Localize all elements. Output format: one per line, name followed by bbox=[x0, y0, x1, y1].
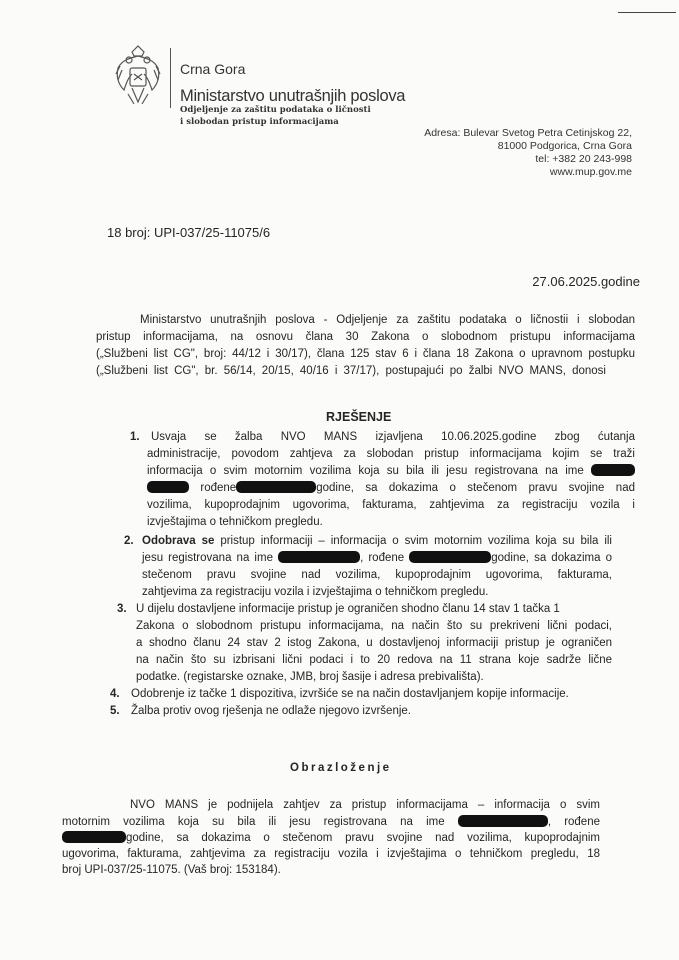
redaction-block bbox=[278, 551, 360, 563]
item-1-line bbox=[147, 481, 635, 495]
item-number: 2. bbox=[124, 535, 134, 547]
redaction-block bbox=[591, 464, 635, 476]
text-segment: godine, sa dokazima o stečenom pravu svojine nad bbox=[316, 482, 635, 494]
coat-of-arms-emblem bbox=[112, 44, 164, 108]
reasoning-title: Obrazloženje bbox=[290, 762, 392, 774]
department-line-2: i slobodan pristup informacijama bbox=[180, 117, 339, 127]
reasoning-line bbox=[62, 815, 600, 829]
text-segment: godine, sa dokazima o stečenom pravu svojine nad vozilima, kupoprodajnim bbox=[126, 832, 600, 844]
item-5-line: Žalba protiv ovog rješenja ne odlaže njegovo izvršenje. bbox=[131, 705, 411, 717]
item-number: 4. bbox=[110, 688, 120, 700]
scan-edge-line bbox=[618, 12, 676, 13]
item-number: 1. bbox=[130, 431, 140, 443]
intro-line: pristup informacijama, na osnovu člana 30 Zakona o slobodnom pristupu informacijama bbox=[96, 331, 635, 343]
text-segment: rođene bbox=[200, 482, 237, 494]
text-segment: informacija o svim motornim vozilima koja su bila ili jesu registrovana na ime bbox=[147, 465, 584, 477]
item-2-line bbox=[142, 551, 612, 565]
redaction-block bbox=[458, 815, 548, 827]
item-1-line: vozilima, kupoprodajnim ugovorima, fakturama, zahtjevima za registraciju vozila i bbox=[147, 499, 635, 511]
text-segment: pristup informaciji – informacija o svim motornim vozilima koja su bila ili bbox=[220, 535, 612, 547]
item-1-line: administracije, povodom zahtjeva za slobodan pristup informacijama kojim se traži bbox=[147, 448, 635, 460]
address-line: Adresa: Bulevar Svetog Petra Cetinjskog 22, bbox=[424, 127, 632, 139]
reasoning-line bbox=[62, 831, 600, 845]
item-2-line: stečenom pravu svojine nad vozilima, kupoprodajnim ugovorima, fakturama, bbox=[142, 569, 612, 581]
item-1-line: Usvaja se žalba NVO MANS izjavljena 10.06.2025.godine zbog ćutanja bbox=[151, 431, 635, 443]
item-4-line: Odobrenje iz tačke 1 dispozitiva, izvršiće se na način dostavljanjem kopije informacije. bbox=[131, 688, 569, 700]
intro-line: („Službeni list CG", br. 56/14, 20/15, 40/16 i 37/17), postupajući po žalbi NVO MANS, donosi bbox=[96, 365, 606, 377]
text-segment: motornim vozilima koja su bila ili jesu registrovana na ime bbox=[62, 816, 445, 828]
redaction-block bbox=[62, 831, 126, 843]
phone-line: tel: +382 20 243-998 bbox=[535, 153, 632, 165]
item-1-line: izvještajima o tehničkom pregledu. bbox=[147, 516, 323, 528]
redaction-block bbox=[236, 481, 316, 493]
department-line-1: Odjeljenje za zaštitu podataka o ličnosti bbox=[180, 105, 371, 115]
item-2-line bbox=[142, 534, 612, 548]
item-3-line: na način što su izbrisani lični podaci i to 20 redova na 11 strana koje sadrže lične bbox=[136, 654, 612, 666]
item-2-line: zahtjevima za registraciju vozila i izvještajima o tehničkom pregledu. bbox=[142, 586, 489, 598]
item-3-line: Zakona o slobodnom pristupu informacijama, na način što su prekriveni lični podaci, bbox=[136, 620, 612, 632]
reference-number: 18 broj: UPI-037/25-11075/6 bbox=[107, 225, 271, 240]
country-name: Crna Gora bbox=[180, 61, 246, 77]
item-3-line: a shodno članu 24 stav 2 istog Zakona, u dostavljenoj informaciji pristup je ograničen bbox=[136, 637, 612, 649]
item-number: 5. bbox=[110, 705, 120, 717]
reasoning-line: broj UPI-037/25-11075. (Vaš broj: 153184). bbox=[62, 864, 281, 876]
letterhead-divider bbox=[170, 48, 171, 108]
ministry-name: Ministarstvo unutrašnjih poslova bbox=[180, 87, 406, 105]
reasoning-line: NVO MANS je podnijela zahtjev za pristup informacijama – informacija o svim bbox=[130, 799, 600, 811]
text-segment: godine, sa dokazima o bbox=[491, 552, 612, 564]
reasoning-line: ugovorima, fakturama, zahtjevima za registraciju vozila i izvještajima o tehničkom pregledu, 18 bbox=[62, 848, 600, 860]
intro-line: („Službeni list CG", broj: 44/12 i 30/17), člana 125 stav 6 i člana 18 Zakona o upravnom postupku bbox=[96, 348, 635, 360]
item-3-line: U dijelu dostavljene informacije pristup je ograničen shodno članu 14 stav 1 tačka 1 bbox=[136, 603, 560, 615]
address-line: 81000 Podgorica, Crna Gora bbox=[497, 140, 632, 152]
intro-line: Ministarstvo unutrašnjih poslova - Odjeljenje za zaštitu podataka o ličnostii i slobodan bbox=[140, 314, 635, 326]
redaction-block bbox=[147, 481, 189, 493]
item-1-line bbox=[147, 464, 635, 478]
text-segment: jesu registrovana na ime bbox=[142, 552, 273, 564]
text-segment: , rođene bbox=[547, 816, 600, 828]
bold-lead: Odobrava se bbox=[142, 535, 215, 547]
item-3-line: podatke. (registarske oznake, JMB, broj šasije i adresa prebivališta). bbox=[136, 671, 484, 683]
redaction-block bbox=[409, 551, 491, 563]
text-segment: , rođene bbox=[360, 552, 405, 564]
item-number: 3. bbox=[117, 603, 127, 615]
website-line: www.mup.gov.me bbox=[549, 166, 632, 178]
document-date: 27.06.2025.godine bbox=[532, 274, 640, 289]
decision-title: RJEŠENJE bbox=[326, 410, 392, 424]
